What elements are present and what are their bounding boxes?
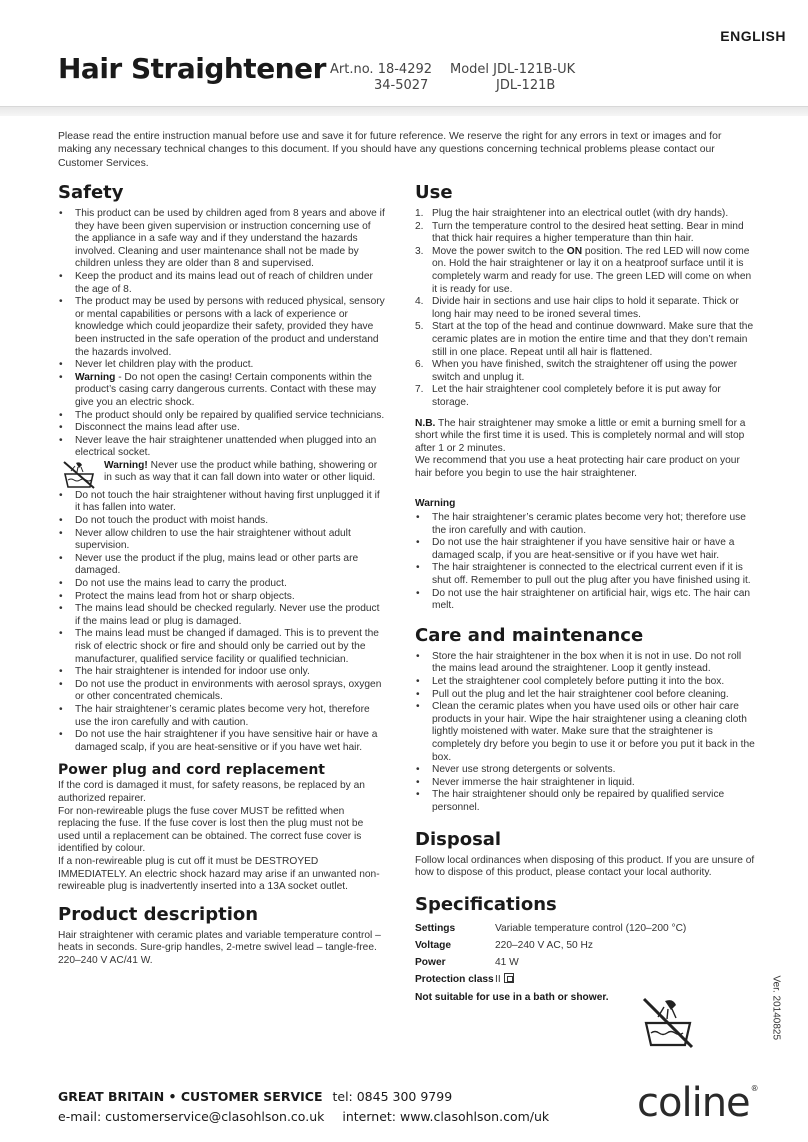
nb-note: N.B. The hair straightener may smoke a little or emit a burning smell for a short while the first time it is used. This is completely normal and will stop after 1 or 2 minutes. <box>415 417 746 454</box>
list-item: • Do not use the product in environments with aerosol sprays, oxygen or other concentrated chemicals. <box>58 679 386 704</box>
table-row: Voltage 220–240 V AC, 50 Hz <box>415 939 593 951</box>
table-row: Protection class II <box>415 971 755 988</box>
brand-logo: coline ® <box>637 1080 758 1126</box>
article-number-line2: 34-5027 <box>374 78 429 93</box>
list-item: • Do not touch the hair straightener without having first unplugged it if it has fallen into water. <box>58 490 386 515</box>
power-heading: Power plug and cord replacement <box>58 762 325 779</box>
power-paragraph-1: If the cord is damaged it must, for safety reasons, be replaced by an authorized repairer. <box>58 780 365 804</box>
use-step: 6. When you have finished, switch the straightener off using the power switch and unplug it. <box>415 359 738 383</box>
website-link[interactable]: internet: www.clasohlson.com/uk <box>342 1109 550 1124</box>
safety-list <box>58 208 386 460</box>
product-heading: Product description <box>58 903 259 925</box>
use-step: 4. Divide hair in sections and use hair clips to hold it separate. Thick or long hair may need to be ironed several times. <box>415 296 739 320</box>
list-item: • Keep the product and its mains lead out of reach of children under the age of 8. <box>58 271 386 296</box>
list-item: • Never allow children to use the hair straightener without adult supervision. <box>58 528 386 553</box>
list-item: • The hair straightener should only be repaired by qualified service personnel. <box>415 789 755 814</box>
list-item: • Store the hair straightener in the box when it is not in use. Do not roll the mains lead around the straightener. Loop it gently instead. <box>415 651 755 676</box>
class-ii-icon <box>504 973 514 983</box>
list-item: • Do not touch the product with moist hands. <box>58 515 386 528</box>
care-heading: Care and maintenance <box>415 624 644 646</box>
list-item: • Never use the product if the plug, mains lead or other parts are damaged. <box>58 553 386 578</box>
article-number <box>330 62 432 94</box>
use-heading: Use <box>415 182 453 203</box>
no-bathing-icon <box>62 460 96 490</box>
list-item: • Do not use the hair straightener on artificial hair, wigs etc. The hair can melt. <box>415 588 755 613</box>
bath-note: Not suitable for use in a bath or shower. <box>415 991 609 1003</box>
table-row: Settings Variable temperature control (120–200 °C) <box>415 922 687 934</box>
list-item: • Do not use the mains lead to carry the product. <box>58 578 386 591</box>
email-link[interactable]: e-mail: customerservice@clasohlson.co.uk <box>58 1109 325 1124</box>
use-step: 1. Plug the hair straightener into an electrical outlet (with dry hands). <box>415 208 729 219</box>
list-item: • The mains lead should be checked regularly. Never use the product if the mains lead or plug is damaged. <box>58 603 386 628</box>
power-paragraph-3: If a non-rewireable plug is cut off it must be DESTROYED IMMEDIATELY. An electric shock hazard may arise if an unwanted non-rewireable plug is inadvertently inserted into a 13A socket outlet. <box>58 855 380 893</box>
model-number <box>450 62 575 94</box>
disposal-heading: Disposal <box>415 828 502 850</box>
list-item: • This product can be used by children aged from 8 years and above if they have been given supervision or instruction concerning use of the appliance in a safe way and if they understand the hazards involved. Cleaning and user maintenance shall not be made by children unless they are older than 8 and supervised. <box>58 208 386 271</box>
list-item: • Never let children play with the product. <box>58 359 386 372</box>
use-step: 5. Start at the top of the head and continue downward. Make sure that the ceramic plates are in motion the entire time and that they don’t remain still in one place. Repeat until all hair is flattened. <box>415 321 754 358</box>
footer-contact <box>58 1109 549 1124</box>
care-list <box>415 651 755 815</box>
safety-list-continued <box>58 490 386 754</box>
list-item: • Never leave the hair straightener unattended when plugged into an electrical socket. <box>58 435 386 460</box>
specifications-table <box>415 920 755 988</box>
header-divider <box>0 106 808 116</box>
footer-customer-service <box>58 1089 452 1104</box>
use-step: 3. Move the power switch to the ON position. The red LED will now come on. Hold the hair straightener or lay it on a heatproof surface until it is completely warm and ready for use. The green LED will come on when it is ready for use. <box>415 245 752 295</box>
phone-number: tel: 0845 300 9799 <box>332 1089 453 1104</box>
list-item: • The hair straightener’s ceramic plates become very hot; therefore use the iron carefully and with caution. <box>415 512 755 537</box>
no-bath-shower-icon <box>640 995 696 1051</box>
list-item: • Let the straightener cool completely before putting it into the box. <box>415 676 755 689</box>
list-item: • The hair straightener’s ceramic plates become very hot, therefore use the iron carefully and with caution. <box>58 704 386 729</box>
bath-warning-label: Warning! <box>104 459 148 471</box>
list-item: • The hair straightener is connected to the electrical current even if it is shut off. Remember to pull out the plug after you have finished using it. <box>415 562 755 587</box>
list-item: • Do not use the hair straightener if you have sensitive hair or have a damaged scalp, if you are heat-sensitive or if you have wet hair. <box>58 729 386 754</box>
left-column <box>58 178 386 967</box>
use-step: 2. Turn the temperature control to the desired heat setting. Bear in mind that thick hair requires a higher temperature than thin hair. <box>415 220 744 245</box>
use-warning-heading: Warning <box>415 498 456 510</box>
list-item: • Disconnect the mains lead after use. <box>58 422 386 435</box>
warning-label: Warning <box>75 371 116 383</box>
page-title: Hair Straightener <box>58 52 326 85</box>
use-step: 7. Let the hair straightener cool completely before it is put away for storage. <box>415 384 721 408</box>
article-number-line1: Art.no. 18-4292 <box>330 62 433 77</box>
bath-warning-body: Never use the product while bathing, showering or in such as way that it can fall down into water or other liquid. <box>104 459 378 484</box>
list-item: • Never use strong detergents or solvents. <box>415 764 755 777</box>
specifications-heading: Specifications <box>415 893 557 915</box>
list-item: • Never immerse the hair straightener in liquid. <box>415 777 755 790</box>
model-number-line1: Model JDL-121B-UK <box>450 62 576 77</box>
right-column <box>415 178 755 1004</box>
list-item: • Do not use the hair straightener if you have sensitive hair or have a damaged scalp, if you are heat-sensitive or if you have wet hair. <box>415 537 755 562</box>
model-number-line2: JDL-121B <box>496 78 556 93</box>
bath-warning-text <box>104 460 386 490</box>
list-item: • Protect the mains lead from hot or sharp objects. <box>58 591 386 604</box>
power-paragraph-2: For non-rewireable plugs the fuse cover MUST be refitted when replacing the fuse. If the fuse cover is lost then the plug must not be used until a replacement can be obtained. The correct fuse cover is identified by colour. <box>58 805 364 855</box>
list-item: • The hair straightener is intended for indoor use only. <box>58 666 386 679</box>
intro-paragraph: Please read the entire instruction manual before use and save it for future reference. We reserve the right for any errors in text or images and for making any necessary technical changes to this document. If you should have any questions concerning technical problems please contact our Customer Services. <box>58 131 722 169</box>
disposal-text: Follow local ordinances when disposing of this product. If you are unsure of how to dispose of this product, please contact your local authority. <box>415 854 755 879</box>
list-item: • The product may be used by persons with reduced physical, sensory or mental capabilities or persons with a lack of experience or knowledge which could jeopardize their safety, provided they have been instructed in the safe operation of the product and understand the hazards involved. <box>58 296 386 359</box>
recommendation: We recommend that you use a heat protecting hair care product on your hair before you begin to use the hair straightener. <box>415 455 740 479</box>
version-label: Ver. 20140825 <box>770 975 782 1041</box>
list-item <box>58 372 386 410</box>
list-item: • The mains lead must be changed if damaged. This is to prevent the risk of electric shock or fire and should only be carried out by the manufacturer, qualified service facility or qualified technician. <box>58 628 386 666</box>
product-description: Hair straightener with ceramic plates and variable temperature control – heats in seconds. Sure-grip handles, 2-metre swivel lead – tangle-free. 220–240 V AC/41 W. <box>58 929 381 966</box>
table-row: Power 41 W <box>415 956 519 968</box>
safety-heading: Safety <box>58 182 124 203</box>
warning-text: - Do not open the casing! Certain components within the product’s casing carry dangerous currents. Contact with these may give you an electric shock. <box>75 371 377 408</box>
use-warning-list <box>415 512 755 613</box>
list-item: • The product should only be repaired by qualified service technicians. <box>58 410 386 423</box>
list-item: • Pull out the plug and let the hair straightener cool before cleaning. <box>415 689 755 702</box>
list-item: • Clean the ceramic plates when you have used oils or other hair care products in your hair. Wipe the hair straightener using a cleaning cloth lightly moistened with water. Make sure that the straightener is completely dry before you begin to use it or before you put it back in the box. <box>415 701 755 764</box>
bath-warning <box>58 460 386 490</box>
customer-service-label: GREAT BRITAIN • CUSTOMER SERVICE <box>58 1089 323 1104</box>
language-label: ENGLISH <box>720 28 786 44</box>
use-steps <box>415 208 755 410</box>
